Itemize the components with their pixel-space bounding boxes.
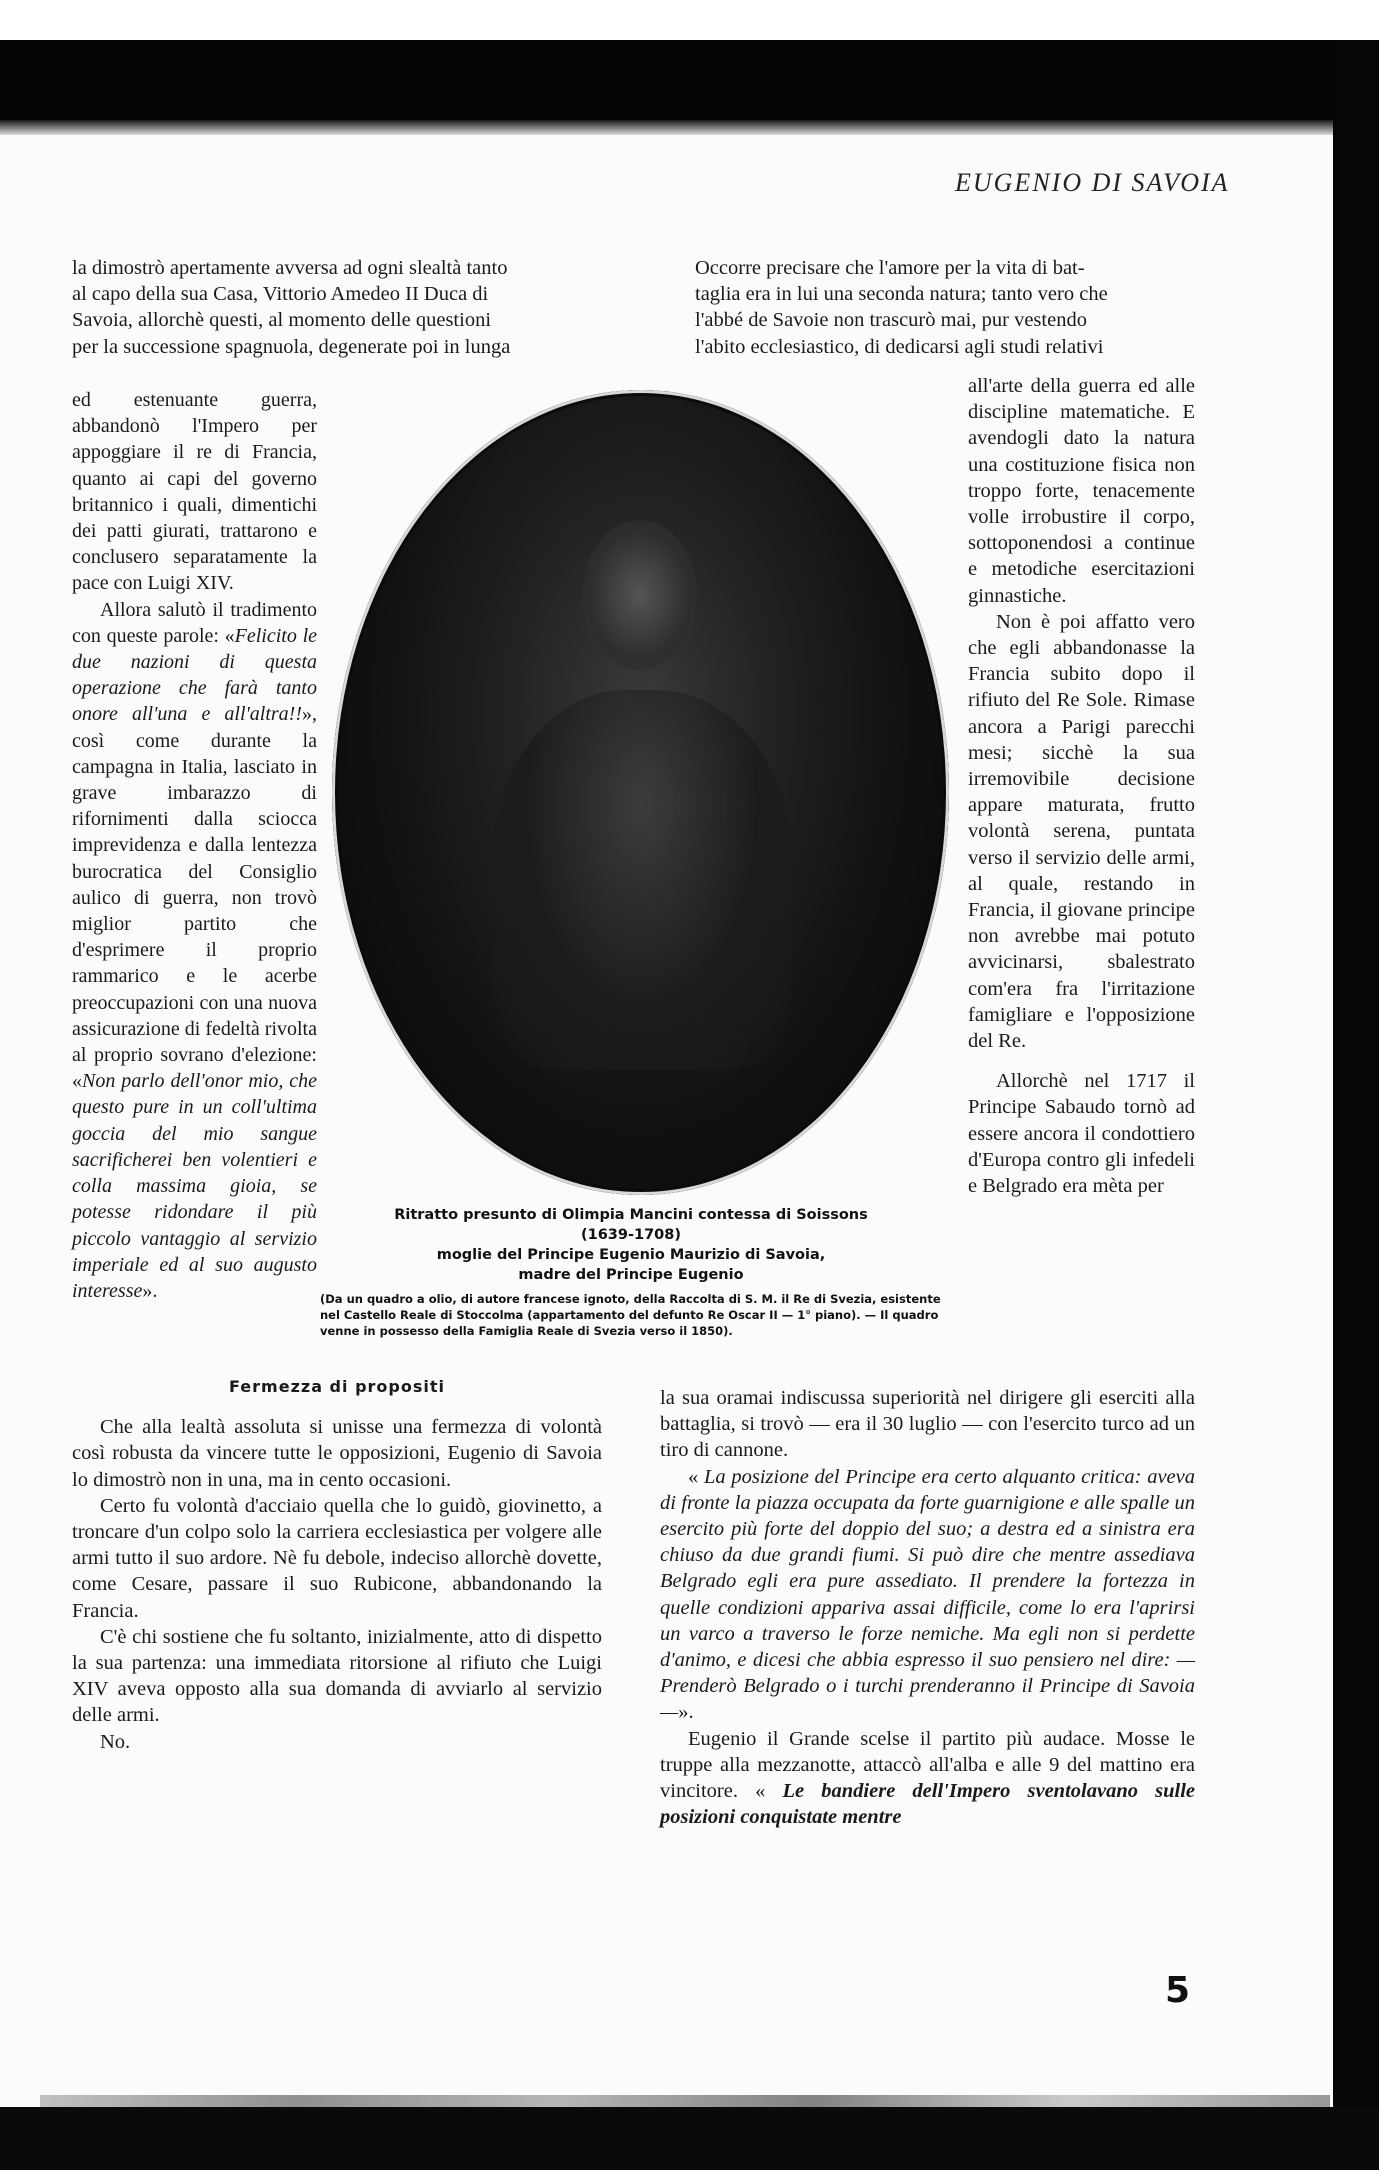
left-column-bottom [72,1360,602,1755]
portrait-face [582,520,697,670]
scan-bottom-noise [40,2095,1330,2107]
quote-run: Le bandiere dell'Impero sventolavano sulle posizioni conquistate mentre [660,1780,1195,1829]
text-run: ». [678,1701,694,1724]
text-line: Occorre precisare che l'amore per la vita di bat- [695,257,1085,279]
scan-right-border [1333,40,1379,2170]
quote-run: Non parlo dell'onor mio, che questo pure in un coll'ultima goccia del mio sangue sacrificherei ben volentieri e colla massima gioia, se potesse ridondare il più piccolo vantaggio al servizio imperiale ed al suo augusto interesse [72,1070,317,1302]
text-run: », così come durante la campagna in Italia, lasciato in grave imbarazzo di rifornimenti dalla sciocca imprevidenza e dalla lentezza burocratica del Consiglio aulico di guerra, non trovò miglior partito che d'esprimere il proprio rammarico e le acerbe preoccupazioni con una nuova assicurazione di fedeltà rivolta al proprio sovrano d'elezione: « [72,703,317,1093]
paragraph [72,597,317,1304]
text-line: al capo della sua Casa, Vittorio Amedeo II Duca di [72,283,489,306]
section-title: Fermezza di propositi [229,1377,445,1396]
right-column-top [695,255,1195,360]
paragraph: C'è chi sostiene che fu soltanto, inizialmente, atto di dispetto la sua partenza: una immediata ritorsione al rifiuto che Luigi XIV aveva opposto alla sua domanda di avviarlo al servizio delle armi. [72,1625,602,1727]
caption-line: madre del Principe Eugenio [518,1267,744,1283]
paragraph: Non è poi affatto vero che egli abbandonasse la Francia subito dopo il rifiuto del Re Sole. Rimase ancora a Parigi parecchi mesi; sicchè la sua irremovibile decisione appare maturata, frutto volontà serena, puntata verso il servizio delle armi, al quale, restando in Francia, il giovane principe non avrebbe mai potuto avvicinarsi, sbalestrato com'era fra l'irritazione famigliare e l'opposizione del Re. [968,610,1195,1053]
text-line: l'abbé de Savoie non trascurò mai, pur vestendo [695,309,1087,332]
paragraph: la sua oramai indiscussa superiorità nel dirigere gli eserciti alla battaglia, si trovò — era il 30 luglio — con l'esercito turco ad un tiro di cannone. [660,1387,1195,1462]
right-column-bottom [660,1385,1195,1830]
paragraph: Che alla lealtà assoluta si unisse una fermezza di volontà così robusta da vincere tutte le opposizioni, Eugenio di Savoia lo dimostrò non in una, ma in cento occasioni. [72,1416,602,1491]
quote-run: Felicito le due nazioni di questa operazione che farà tanto onore all'una e all'altra!! [72,624,318,726]
paragraph [660,1464,1195,1726]
caption-line: moglie del Principe Eugenio Maurizio di Savoia, [436,1247,826,1263]
running-head: EUGENIO DI SAVOIA [955,168,1230,197]
text-line: l'abito ecclesiastico, di dedicarsi agli studi relativi [695,335,1104,358]
paragraph: Certo fu volontà d'acciaio quella che lo guidò, giovinetto, a troncare d'un colpo solo la carriera ecclesiastica per volgere alle armi tutto il suo ardore. Nè fu debole, indeciso allorchè dovette, come Cesare, passare il suo Rubicone, abbandonando la Francia. [72,1494,602,1622]
quote-run: La posizione del Principe era certo alquanto critica: aveva di fronte la piazza occupata da forte guarnigione e alle spalle un esercito più forte del doppio del suo; a destra ed a sinistra era chiuso da due grandi fiumi. Si può dire che mentre assediava Belgrado egli era pure assediato. Il prendere la fortezza in quelle condizioni appariva assai difficile, come lo era l'aprirsi un varco a traverso le forze nemiche. Ma egli non si perdette d'animo, e dicesi che abbia espresso il suo pensiero nel dire: — Prenderò Belgrado o i turchi prenderanno il Principe di Savoia — [660,1465,1195,1724]
paragraph: all'arte della guerra ed alle discipline matematiche. E avendogli dato la natura una costituzione fisica non troppo forte, tenacemente volle irrobustire il corpo, sottoponendosi a continue e metodiche esercitazioni ginnastiche. [968,375,1195,607]
portrait-figure [492,690,792,1070]
page-number: 5 [1165,1970,1191,2011]
right-column-narrow [968,373,1195,1199]
portrait-caption [316,1205,946,1339]
portrait-image [332,390,949,1195]
paragraph [660,1726,1195,1831]
text-line: la dimostrò apertamente avversa ad ogni slealtà tanto [72,257,508,279]
text-line: taglia era in lui una seconda natura; tanto vero che [695,283,1108,306]
text-run: ». [142,1279,158,1302]
text-line: per la successione spagnuola, degenerate poi in lunga [72,335,511,358]
text-run: Eugenio il Grande scelse il partito più audace. Mosse le truppe alla mezzanotte, attaccò all'alba e alle 9 del mattino era vincitore. « [660,1727,1195,1803]
paragraph: Allorchè nel 1717 il Principe Sabaudo tornò ad essere ancora il condottiero d'Europa contro gli infedeli e Belgrado era mèta per [968,1070,1195,1198]
scan-bottom-border [0,2107,1379,2170]
left-column-top [72,255,602,360]
caption-line: (1639-1708) [581,1227,681,1243]
text-line: Savoia, allorchè questi, al momento delle questioni [72,309,492,332]
caption-line: Ritratto presunto di Olimpia Mancini contessa di Soissons [394,1207,868,1223]
caption-note: (Da un quadro a olio, di autore francese ignoto, della Raccolta di S. M. il Re di Svezia, esistente nel Castello Reale di Stoccolma (appartamento del defunto Re Oscar II — 1° piano). — Il quadro venne in possesso della Famiglia Reale di Svezia verso il 1850). [320,1292,941,1338]
text-run: Allora salutò il tradimento con queste parole: « [72,598,317,647]
paragraph: No. [100,1730,131,1753]
text-run: « [688,1465,699,1488]
left-column-narrow [72,387,317,1304]
paragraph: ed estenuante guerra, abbandonò l'Impero per appoggiare il re di Francia, quanto ai capi del governo britannico i quali, dimentichi dei patti giurati, trattarono e conclusero separatamente la pace con Luigi XIV. [72,389,317,595]
